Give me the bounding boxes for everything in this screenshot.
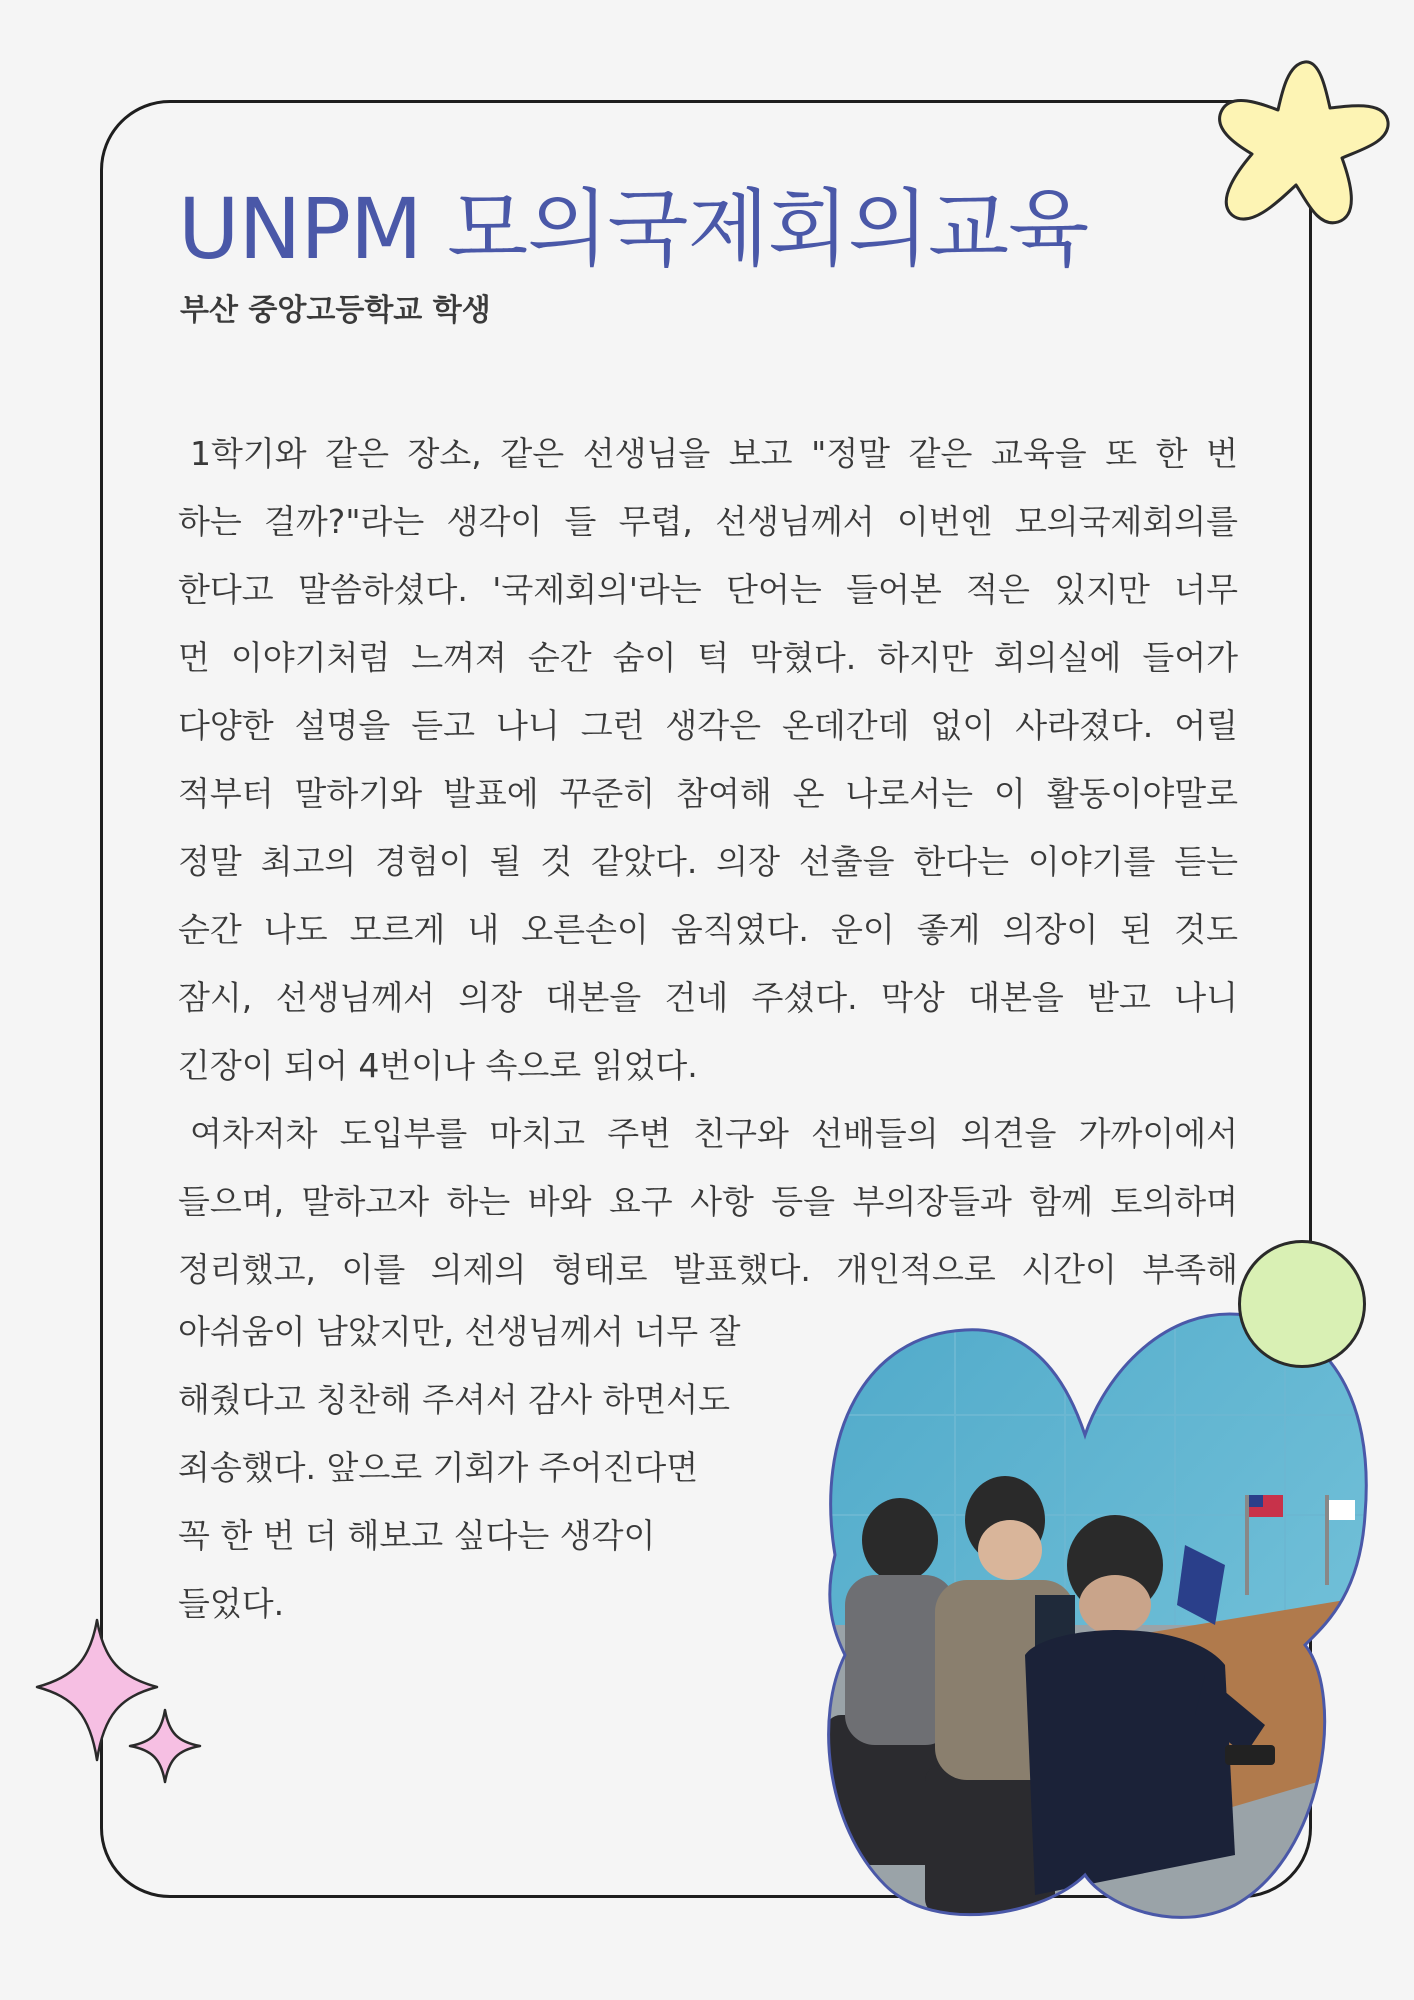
page-subtitle: 부산 중앙고등학교 학생 <box>180 293 491 328</box>
closing-paragraph <box>178 1298 788 1638</box>
body-line: 다양한 설명을 듣고 나니 그런 생각은 온데간데 없이 사라졌다. 어릴 <box>178 706 1238 745</box>
body-line: 한다고 말씀하셨다. '국제회의'라는 단어는 들어본 적은 있지만 너무 <box>178 570 1238 609</box>
body-line: 잠시, 선생님께서 의장 대본을 건네 주셨다. 막상 대본을 받고 나니 <box>178 978 1238 1017</box>
pink-sparkle-decoration <box>32 1615 212 1795</box>
body-line: 긴장이 되어 4번이나 속으로 읽었다. <box>178 1046 698 1085</box>
body-line: 죄송했다. 앞으로 기회가 주어진다면 <box>178 1448 699 1487</box>
meeting-photo <box>805 1295 1375 1925</box>
body-line: 들으며, 말하고자 하는 바와 요구 사항 등을 부의장들과 함께 토의하며 <box>178 1182 1238 1221</box>
body-line: 먼 이야기처럼 느껴져 순간 숨이 턱 막혔다. 하지만 회의실에 들어가 <box>178 638 1238 677</box>
body-line: 순간 나도 모르게 내 오른손이 움직였다. 운이 좋게 의장이 된 것도 <box>178 910 1238 949</box>
body-line: 1학기와 같은 장소, 같은 선생님을 보고 "정말 같은 교육을 또 한 번 <box>190 434 1238 473</box>
yellow-star-decoration <box>1210 50 1390 230</box>
body-line: 정말 최고의 경험이 될 것 같았다. 의장 선출을 한다는 이야기를 듣는 <box>178 842 1238 881</box>
body-line: 하는 걸까?"라는 생각이 들 무렵, 선생님께서 이번엔 모의국제회의를 <box>178 502 1238 541</box>
body-line: 여차저차 도입부를 마치고 주변 친구와 선배들의 의견을 가까이에서 <box>190 1114 1238 1153</box>
body-paragraph <box>178 420 1238 1304</box>
body-line: 해줬다고 칭찬해 주셔서 감사 하면서도 <box>178 1380 731 1419</box>
body-line: 아쉬움이 남았지만, 선생님께서 너무 잘 <box>178 1312 741 1351</box>
body-line: 적부터 말하기와 발표에 꾸준히 참여해 온 나로서는 이 활동이야말로 <box>178 774 1238 813</box>
body-line: 들었다. <box>178 1584 285 1623</box>
green-circle-decoration <box>1238 1240 1366 1368</box>
body-line: 꼭 한 번 더 해보고 싶다는 생각이 <box>178 1516 656 1555</box>
body-line: 정리했고, 이를 의제의 형태로 발표했다. 개인적으로 시간이 부족해 <box>178 1250 1238 1289</box>
page-title: UNPM 모의국제회의교육 <box>178 180 1089 278</box>
